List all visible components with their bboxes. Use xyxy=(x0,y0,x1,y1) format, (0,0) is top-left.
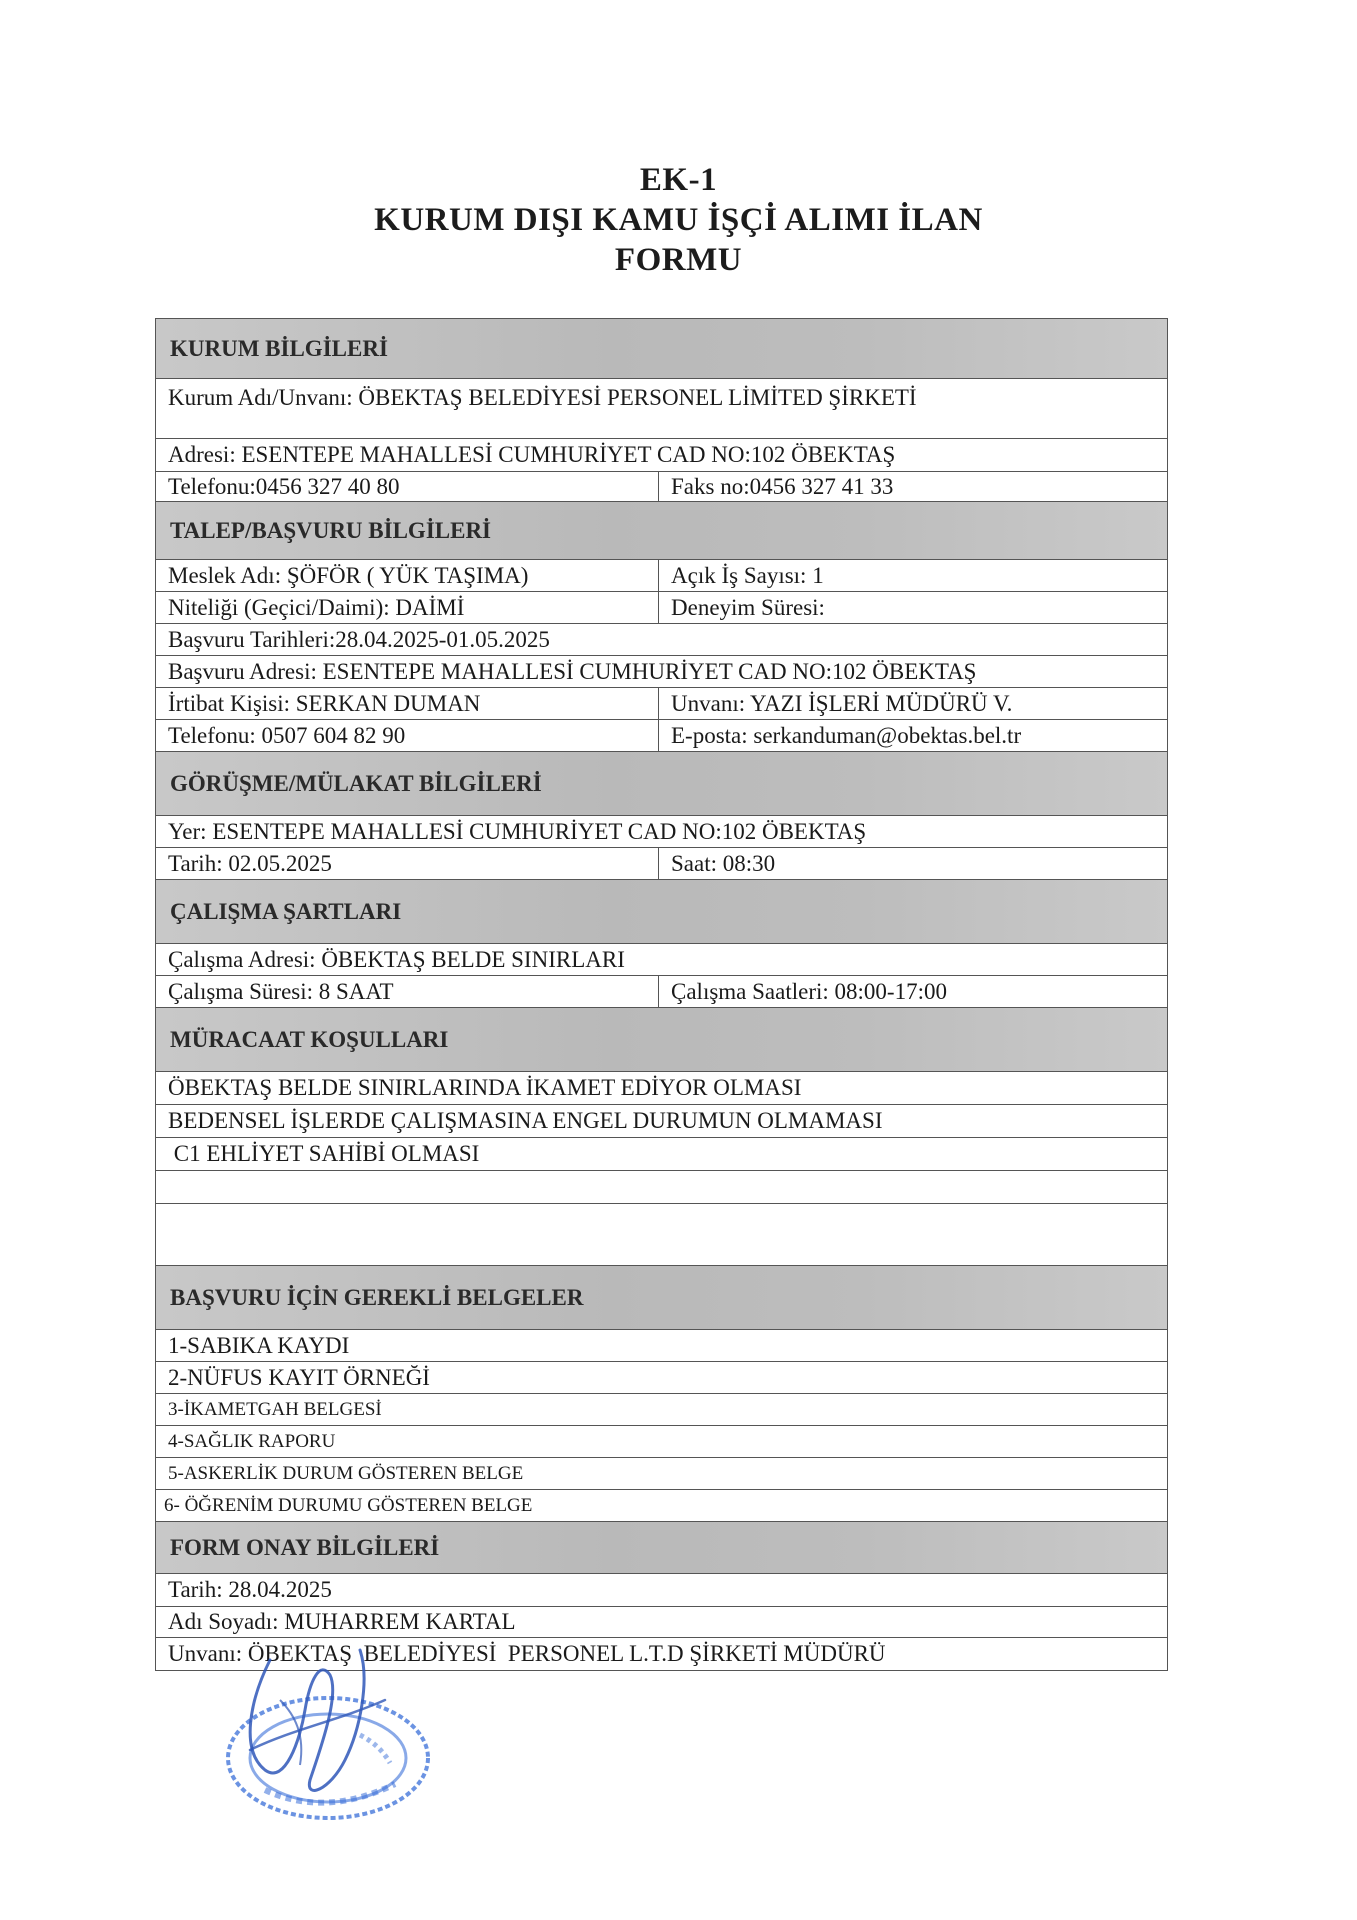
calisma-saatleri: Çalışma Saatleri: 08:00-17:00 xyxy=(671,978,947,1004)
handwritten-signature xyxy=(250,1650,385,1790)
belge-item xyxy=(156,1458,1167,1490)
gorusme-tarihi: Tarih: 02.05.2025 xyxy=(156,848,659,879)
acik-is-sayisi: Açık İş Sayısı: 1 xyxy=(671,562,824,588)
belge-5: 5-ASKERLİK DURUM GÖSTEREN BELGE xyxy=(168,1462,524,1484)
irtibat-unvani: Unvanı: YAZI İŞLERİ MÜDÜRÜ V. xyxy=(671,690,1013,716)
belge-item xyxy=(156,1362,1167,1394)
calisma-row-1 xyxy=(156,944,1167,976)
muracaat-condition-3: C1 EHLİYET SAHİBİ OLMASI xyxy=(168,1141,480,1166)
belge-item xyxy=(156,1394,1167,1426)
belge-6: 6- ÖĞRENİM DURUMU GÖSTEREN BELGE xyxy=(164,1494,533,1516)
section-talep-title: TALEP/BAŞVURU BİLGİLERİ xyxy=(170,517,492,543)
muracaat-item xyxy=(156,1138,1167,1171)
belge-2: 2-NÜFUS KAYIT ÖRNEĞİ xyxy=(168,1364,430,1390)
talep-row-2 xyxy=(156,592,1167,624)
calisma-suresi: Çalışma Süresi: 8 SAAT xyxy=(156,976,659,1007)
muracaat-empty-row xyxy=(156,1171,1167,1204)
kurum-address: Adresi: ESENTEPE MAHALLESİ CUMHURİYET CAD NO:102 ÖBEKTAŞ xyxy=(168,442,896,467)
kurum-phone: Telefonu:0456 327 40 80 xyxy=(156,472,659,501)
section-belgeler-header xyxy=(156,1266,1167,1330)
kurum-fax: Faks no:0456 327 41 33 xyxy=(671,473,894,499)
meslek-adi: Meslek Adı: ŞÖFÖR ( YÜK TAŞIMA) xyxy=(156,560,659,591)
section-gorusme-header xyxy=(156,752,1167,816)
belge-1: 1-SABIKA KAYDI xyxy=(168,1332,350,1358)
section-muracaat-title: MÜRACAAT KOŞULLARI xyxy=(170,1026,449,1052)
onay-tarihi: Tarih: 28.04.2025 xyxy=(168,1577,332,1602)
basvuru-tarihleri: Başvuru Tarihleri:28.04.2025-01.05.2025 xyxy=(168,626,550,652)
muracaat-empty-row xyxy=(156,1204,1167,1266)
muracaat-item xyxy=(156,1105,1167,1138)
belge-item xyxy=(156,1426,1167,1458)
kurum-contact-row xyxy=(156,472,1167,502)
section-calisma-title: ÇALIŞMA ŞARTLARI xyxy=(170,898,402,924)
belge-item xyxy=(156,1490,1167,1522)
calisma-adresi: Çalışma Adresi: ÖBEKTAŞ BELDE SINIRLARI xyxy=(168,946,625,972)
section-onay-title: FORM ONAY BİLGİLERİ xyxy=(170,1534,440,1560)
document-title xyxy=(0,160,1357,280)
kurum-name: Kurum Adı/Unvanı: ÖBEKTAŞ BELEDİYESİ PERSONEL LİMİTED ŞİRKETİ xyxy=(168,385,917,410)
deneyim-suresi: Deneyim Süresi: xyxy=(671,594,825,620)
application-form-table xyxy=(155,318,1168,1671)
annex-label: EK-1 xyxy=(639,162,718,198)
onay-row-3 xyxy=(156,1638,1167,1670)
gorusme-yeri: Yer: ESENTEPE MAHALLESİ CUMHURİYET CAD NO:102 ÖBEKTAŞ xyxy=(168,818,867,844)
onay-unvani: Unvanı: ÖBEKTAŞ BELEDİYESİ PERSONEL L.T.D ŞİRKETİ MÜDÜRÜ xyxy=(168,1641,886,1666)
belge-3: 3-İKAMETGAH BELGESİ xyxy=(168,1398,382,1420)
muracaat-condition-1: ÖBEKTAŞ BELDE SINIRLARINDA İKAMET EDİYOR OLMASI xyxy=(168,1075,802,1100)
talep-row-6 xyxy=(156,720,1167,752)
talep-row-1 xyxy=(156,560,1167,592)
section-belgeler-title: BAŞVURU İÇİN GEREKLİ BELGELER xyxy=(170,1284,584,1310)
gorusme-saati: Saat: 08:30 xyxy=(671,850,776,876)
irtibat-kisisi: İrtibat Kişisi: SERKAN DUMAN xyxy=(156,688,659,719)
onay-row-1 xyxy=(156,1574,1167,1607)
onay-adi-soyadi: Adı Soyadı: MUHARREM KARTAL xyxy=(168,1609,516,1634)
section-kurum-header xyxy=(156,319,1167,379)
form-title-line2: FORMU xyxy=(614,242,743,278)
section-calisma-header xyxy=(156,880,1167,944)
talep-row-3 xyxy=(156,624,1167,656)
onay-row-2 xyxy=(156,1607,1167,1638)
section-onay-header xyxy=(156,1522,1167,1574)
form-title-line1: KURUM DIŞI KAMU İŞÇİ ALIMI İLAN xyxy=(374,202,983,238)
talep-row-4 xyxy=(156,656,1167,688)
section-muracaat-header xyxy=(156,1008,1167,1072)
section-gorusme-title: GÖRÜŞME/MÜLAKAT BİLGİLERİ xyxy=(170,770,542,796)
section-talep-header xyxy=(156,502,1167,560)
muracaat-item xyxy=(156,1072,1167,1105)
gorusme-row-2 xyxy=(156,848,1167,880)
basvuru-adresi: Başvuru Adresi: ESENTEPE MAHALLESİ CUMHURİYET CAD NO:102 ÖBEKTAŞ xyxy=(168,658,977,684)
belge-item xyxy=(156,1330,1167,1362)
niteligi: Niteliği (Geçici/Daimi): DAİMİ xyxy=(156,592,659,623)
gorusme-row-1 xyxy=(156,816,1167,848)
irtibat-eposta: E-posta: serkanduman@obektas.bel.tr xyxy=(671,722,1022,748)
kurum-address-row xyxy=(156,439,1167,472)
irtibat-telefonu: Telefonu: 0507 604 82 90 xyxy=(156,720,659,751)
muracaat-condition-2: BEDENSEL İŞLERDE ÇALIŞMASINA ENGEL DURUMUN OLMAMASI xyxy=(168,1108,883,1133)
kurum-name-row xyxy=(156,379,1167,439)
section-kurum-title: KURUM BİLGİLERİ xyxy=(170,335,388,361)
belge-4: 4-SAĞLIK RAPORU xyxy=(168,1430,336,1452)
stamp-seal xyxy=(228,1698,428,1818)
calisma-row-2 xyxy=(156,976,1167,1008)
talep-row-5 xyxy=(156,688,1167,720)
